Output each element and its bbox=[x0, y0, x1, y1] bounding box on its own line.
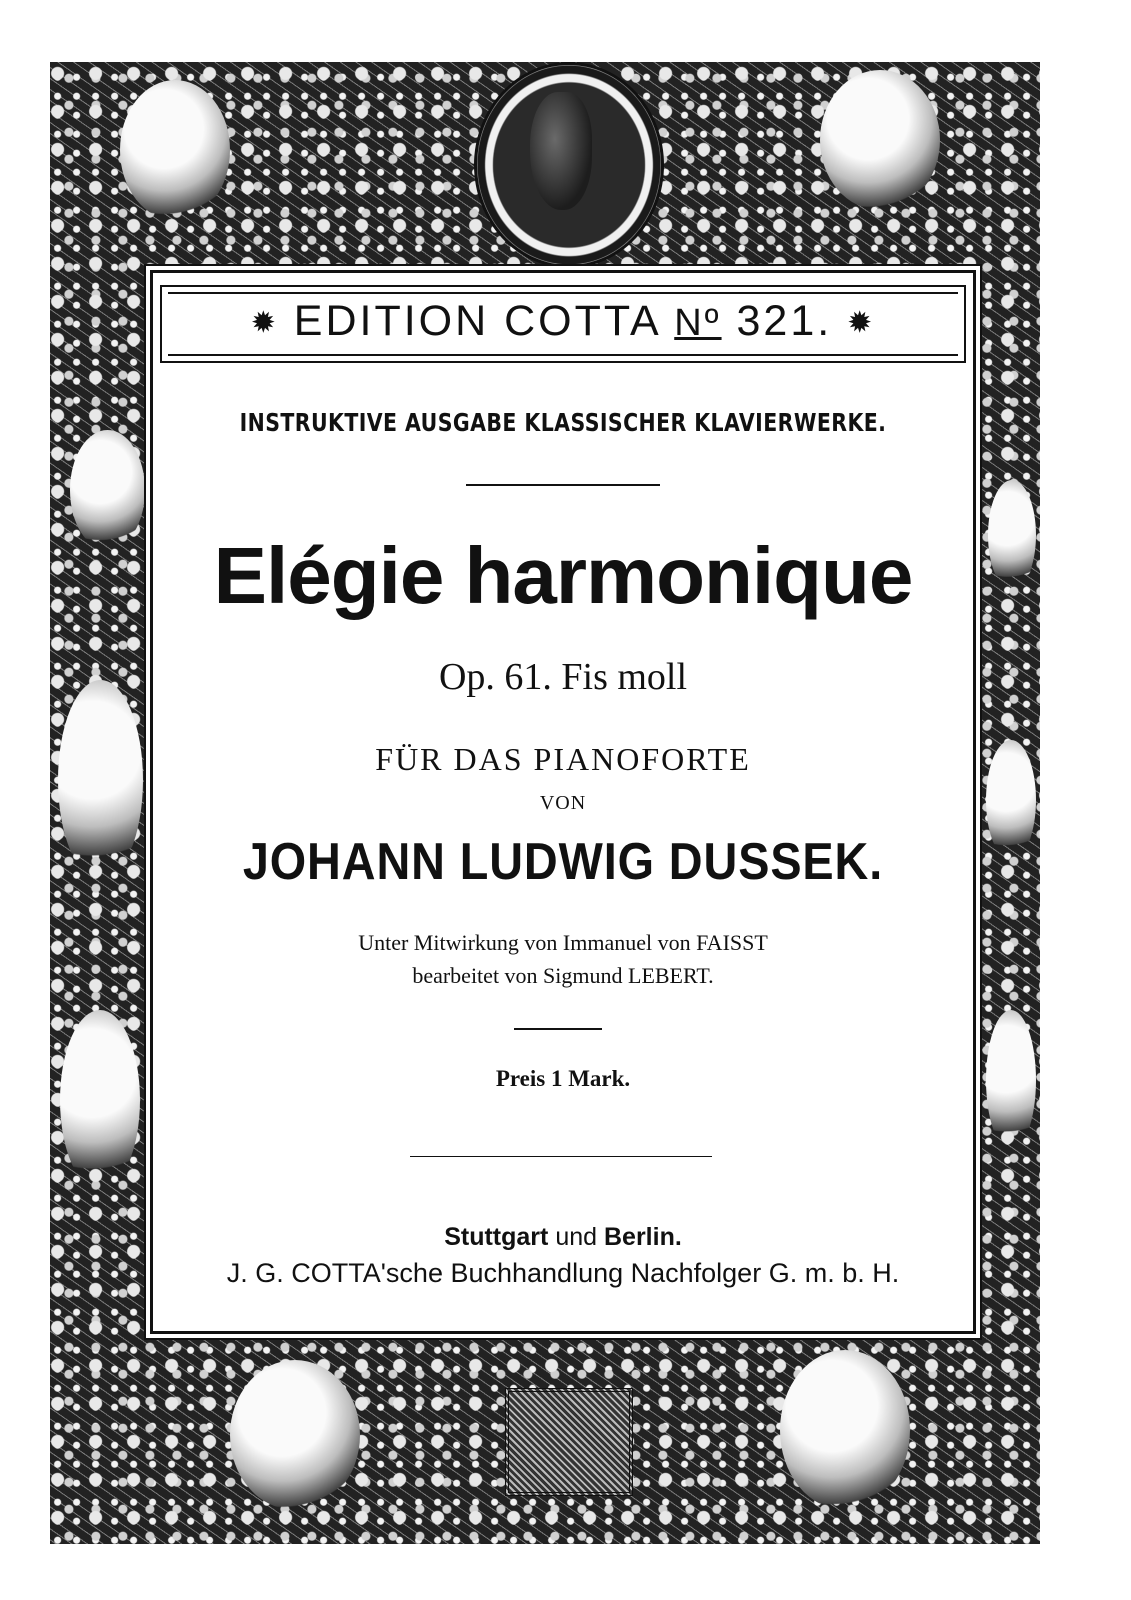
ornament-star-icon: ✹ bbox=[250, 306, 279, 340]
flower-ornament-right-1 bbox=[988, 480, 1036, 590]
credit-line-1: Unter Mitwirkung von Immanuel von FAISST bbox=[358, 930, 768, 955]
ornament-star-icon: ✹ bbox=[847, 306, 876, 340]
divider-rule bbox=[514, 1028, 602, 1030]
price-label: Preis 1 Mark. bbox=[495, 1066, 631, 1091]
edition-number: 321. bbox=[736, 297, 833, 345]
cherub-ornament-bottom-right bbox=[780, 1350, 910, 1510]
flower-ornament-right-2 bbox=[986, 740, 1036, 860]
flower-ornament-right-3 bbox=[986, 1010, 1036, 1150]
credit-line-2: bearbeitet von Sigmund LEBERT. bbox=[412, 963, 714, 988]
edition-label bbox=[160, 293, 966, 352]
griffin-emblem-plaque bbox=[505, 1388, 633, 1496]
divider-rule bbox=[410, 1156, 712, 1157]
cherub-ornament-left-3 bbox=[60, 1010, 140, 1190]
cherub-ornament-top-left bbox=[120, 80, 230, 220]
cherub-ornament-left-1 bbox=[70, 430, 145, 550]
instrument-line: FÜR DAS PIANOFORTE bbox=[375, 741, 751, 777]
imprint-and: und bbox=[555, 1223, 598, 1251]
imprint-cities bbox=[150, 1223, 976, 1252]
publisher-name: J. G. COTTA'sche Buchhandlung Nachfolger G. m. b. H. bbox=[226, 1258, 900, 1288]
cherub-ornament-bottom-left bbox=[230, 1360, 360, 1510]
imprint-city-stuttgart: Stuttgart bbox=[444, 1223, 549, 1251]
divider-rule bbox=[466, 484, 660, 486]
imprint-city-berlin: Berlin. bbox=[603, 1223, 682, 1251]
cherub-ornament-top-right bbox=[820, 70, 940, 210]
work-title: Elégie harmonique bbox=[213, 531, 913, 620]
composer-portrait-silhouette bbox=[530, 92, 592, 210]
composer-name: JOHANN LUDWIG DUSSEK. bbox=[242, 833, 884, 891]
cherub-ornament-left-2 bbox=[58, 680, 143, 880]
edition-prefix: EDITION COTTA bbox=[293, 297, 660, 345]
series-heading: INSTRUKTIVE AUSGABE KLASSISCHER KLAVIERWERKE. bbox=[239, 408, 887, 437]
opus-key: Op. 61. Fis moll bbox=[438, 656, 688, 698]
by-line: VON bbox=[539, 792, 587, 814]
edition-numero: Nº bbox=[674, 302, 722, 344]
